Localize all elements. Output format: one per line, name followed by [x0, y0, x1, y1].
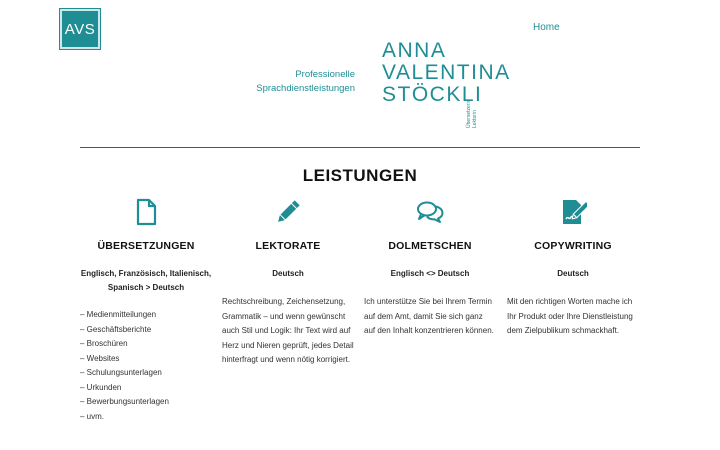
nav-home-link[interactable]: Home	[533, 22, 560, 33]
service-proofreading	[222, 198, 354, 368]
list-item: – Broschüren	[80, 339, 128, 348]
pencil-icon	[274, 198, 302, 226]
list-item: – uvm.	[80, 411, 105, 421]
signed-document-icon	[559, 198, 587, 226]
brand-wordmark	[382, 39, 511, 128]
service-title: COPYWRITING	[534, 240, 612, 252]
list-item: – Urkunden	[80, 382, 122, 392]
service-translations	[80, 198, 212, 424]
service-title: DOLMETSCHEN	[388, 240, 472, 252]
service-copywriting	[507, 198, 639, 339]
list-item: – Websites	[80, 353, 120, 363]
tagline-line-1: Professionelle	[295, 69, 355, 80]
service-languages: Englisch <> Deutsch	[390, 269, 470, 278]
languages-line-2: Spanisch > Deutsch	[107, 283, 185, 292]
service-interpreting	[364, 198, 496, 339]
header-divider	[80, 147, 640, 148]
service-description: Mit den richtigen Worten mache ich Ihr Produkt oder Ihre Dienstleistung dem Zielpublikum schmackhaft.	[507, 297, 633, 335]
brand-sub-2: Lektorin	[472, 110, 478, 128]
brand-subtitle	[466, 100, 478, 128]
service-title: ÜBERSETZUNGEN	[97, 240, 195, 252]
languages-line-1: Englisch, Französisch, Italienisch,	[80, 269, 212, 278]
brand-line-3: STÖCKLI	[382, 83, 483, 106]
service-title: LEKTORATE	[255, 240, 321, 252]
page-title: LEISTUNGEN	[302, 166, 418, 185]
list-item: – Bewerbungsunterlagen	[80, 397, 169, 406]
brand-sub-1: Übersetzerin	[466, 99, 472, 128]
logo[interactable]: AVS	[60, 9, 100, 49]
service-description: Rechtschreibung, Zeichensetzung, Grammatik – und wenn gewünscht auch Stil und Logik: Ihr Text wird auf Herz und Nieren geprüft, jedes Detail hinterfragt und wenn nötig korrigiert.	[222, 297, 354, 364]
service-description: Ich unterstütze Sie bei Ihrem Termin auf dem Amt, damit Sie sich ganz auf den Inhalt konzentrieren können.	[364, 297, 494, 335]
document-icon	[132, 198, 160, 226]
list-item: – Schulungsunterlagen	[80, 368, 162, 377]
list-item: – Medienmitteilungen	[80, 310, 157, 319]
tagline	[256, 68, 355, 96]
brand-line-2: VALENTINA	[382, 61, 511, 84]
service-languages: Deutsch	[557, 269, 589, 278]
chat-bubbles-icon	[416, 198, 444, 226]
tagline-line-2: Sprachdienstleistungen	[256, 83, 355, 94]
brand-line-1: ANNA	[382, 39, 447, 62]
service-languages	[80, 267, 212, 295]
list-item: – Geschäftsberichte	[80, 324, 152, 334]
service-languages: Deutsch	[272, 269, 304, 278]
service-list	[80, 308, 212, 424]
